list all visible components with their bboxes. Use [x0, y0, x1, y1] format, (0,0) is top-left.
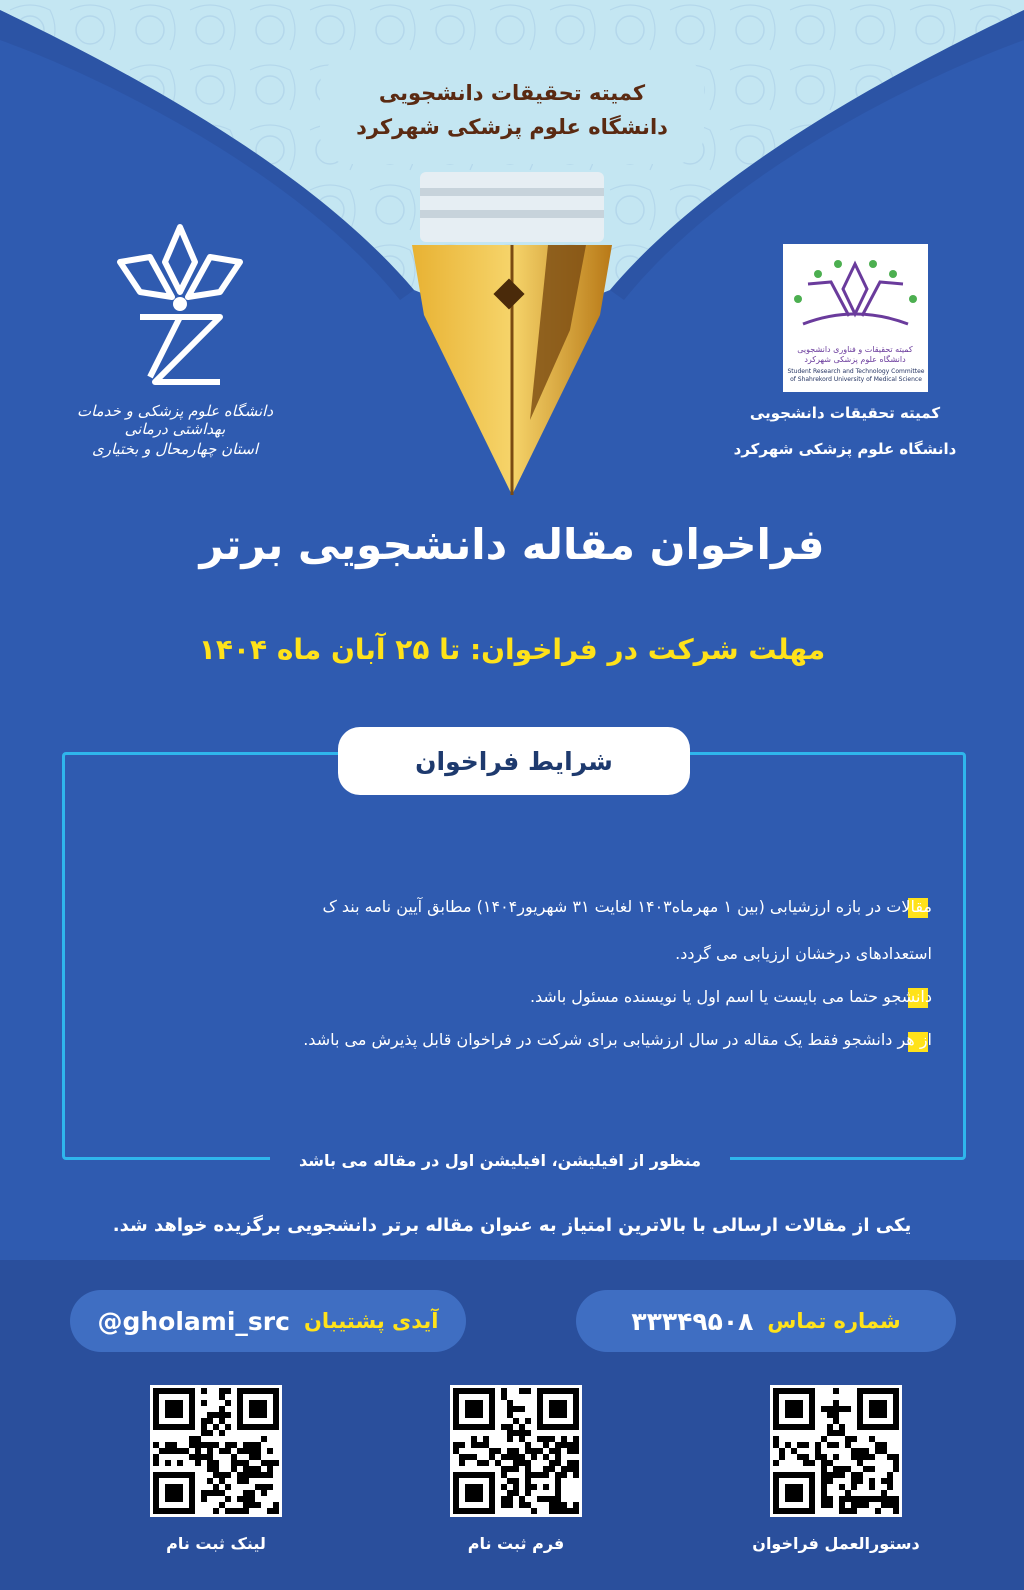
- qr-code-icon[interactable]: [150, 1385, 282, 1517]
- condition-1-line-1: مقالات در بازه ارزشیابی (بین ۱ مهرماه۱۴۰۳ لغایت ۳۱ شهریور۱۴۰۴) مطابق آیین نامه بند ک: [322, 897, 932, 916]
- right-org-line-2: دانشگاه علوم پزشکی شهرکرد: [733, 440, 957, 458]
- qr-code-icon[interactable]: [450, 1385, 582, 1517]
- right-logo-caption-en-2: of Shahrekord University of Medical Science: [790, 376, 922, 383]
- phone-pill: [576, 1290, 956, 1352]
- deadline-text: مهلت شرکت در فراخوان: تا ۲۵ آبان ماه ۱۴۰۴: [198, 633, 826, 666]
- phone-value[interactable]: ۳۳۳۴۹۵۰۸: [631, 1306, 754, 1336]
- condition-3: از هر دانشجو فقط یک مقاله در سال ارزشیابی برای شرکت در فراخوان قابل پذیرش می باشد.: [303, 1030, 932, 1049]
- page-title: فراخوان مقاله دانشجویی برتر: [199, 520, 825, 569]
- right-logo-caption-en-1: Student Research and Technology Committee: [787, 368, 925, 375]
- support-pill: [70, 1290, 466, 1352]
- conditions-heading: شرایط فراخوان: [338, 727, 690, 795]
- header-line-2: دانشگاه علوم پزشکی شهرکرد: [356, 115, 668, 139]
- affiliation-footnote: منظور از افیلیشن، افیلیشن اول در مقاله می باشد: [270, 1146, 730, 1176]
- header-line-1: کمیته تحقیقات دانشجویی: [378, 81, 646, 105]
- support-value[interactable]: @gholami_src: [97, 1306, 290, 1336]
- research-committee-logo-icon: [783, 244, 928, 344]
- condition-1-line-2: استعدادهای درخشان ارزیابی می گردد.: [675, 944, 932, 963]
- qr-label-link: لینک ثبت نام: [166, 1534, 266, 1553]
- header-pill: [320, 56, 704, 164]
- university-emblem-icon: [110, 222, 250, 392]
- qr-label-form: فرم ثبت نام: [467, 1534, 565, 1553]
- left-logo-caption-1: دانشگاه علوم پزشکی و خدمات بهداشتی درمانی: [76, 402, 274, 438]
- condition-2: دانشجو حتما می بایست یا اسم اول یا نویسنده مسئول باشد.: [529, 987, 932, 1006]
- right-org-line-1: کمیته تحقیقات دانشجویی: [749, 404, 941, 422]
- selection-note: یکی از مقالات ارسالی با بالاترین امتیاز به عنوان مقاله برتر دانشجویی برگزیده خواهد شد.: [112, 1215, 912, 1236]
- qr-code-icon[interactable]: [770, 1385, 902, 1517]
- left-logo-caption-2: استان چهارمحال و بختیاری: [91, 440, 259, 458]
- support-label: آیدی پشتیبان: [303, 1309, 439, 1333]
- qr-label-guidelines: دستورالعمل فراخوان: [752, 1534, 920, 1553]
- right-logo-caption-fa-2: دانشگاه علوم پزشکی شهرکرد: [804, 355, 906, 364]
- right-logo-caption-fa-1: کمیته تحقیقات و فناوری دانشجویی: [797, 345, 913, 354]
- phone-label: شماره تماس: [767, 1309, 901, 1333]
